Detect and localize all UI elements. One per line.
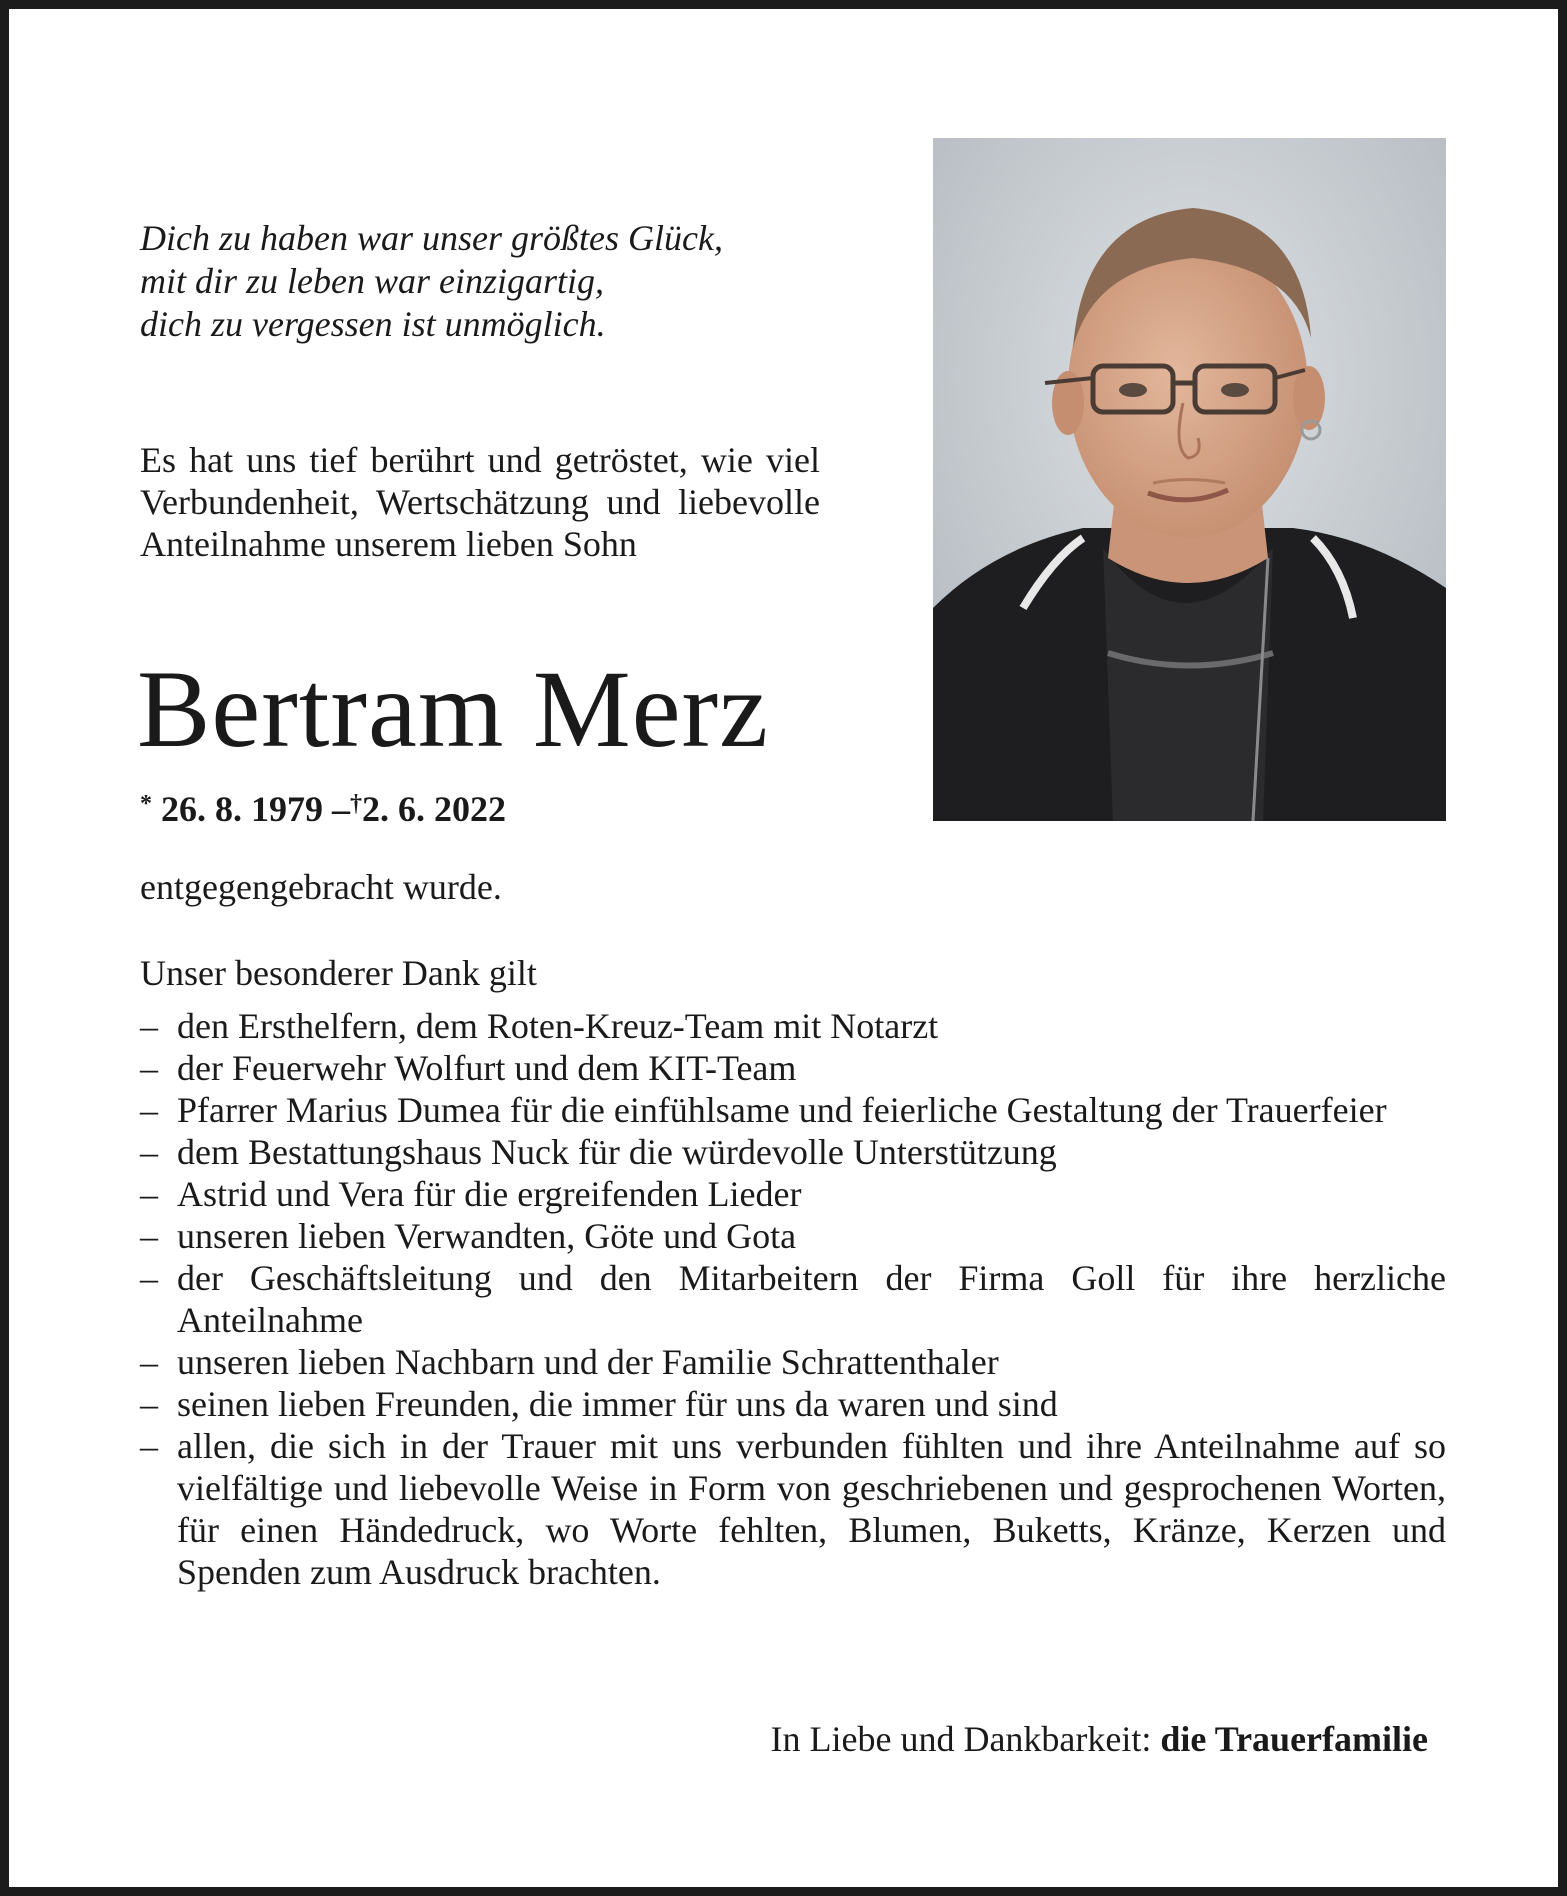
list-item-text: seinen lieben Freunden, die immer für uns da waren und sind [177, 1384, 1058, 1424]
list-item [140, 1047, 1446, 1089]
list-item [140, 1131, 1446, 1173]
intro-continuation: entgegengebracht wurde. [140, 867, 502, 907]
intro-paragraph: Es hat uns tief berührt und getröstet, wie viel Verbundenheit, Wertschätzung und liebevolle Anteilnahme unserem lieben Sohn [140, 440, 820, 564]
list-item-text: Pfarrer Marius Dumea für die einfühlsame und feierliche Gestaltung der Trauerfeier [177, 1090, 1387, 1130]
list-item-text: unseren lieben Nachbarn und der Familie Schrattenthaler [177, 1342, 999, 1382]
birth-symbol: * [140, 791, 152, 817]
list-dash: – [140, 1006, 158, 1046]
life-dates [140, 782, 506, 831]
portrait-illustration [933, 138, 1446, 821]
list-item [140, 1257, 1446, 1341]
thanks-list [140, 1005, 1446, 1593]
signoff-prefix: In Liebe und Dankbarkeit: [770, 1719, 1152, 1759]
list-dash: – [140, 1426, 158, 1466]
list-item-text: Astrid und Vera für die ergreifenden Lieder [177, 1174, 802, 1214]
list-item-text: der Geschäftsleitung und den Mitarbeitern der Firma Goll für ihre herzliche Anteilnahme [177, 1258, 1446, 1340]
list-item-text: den Ersthelfern, dem Roten-Kreuz-Team mit Notarzt [177, 1006, 939, 1046]
date-separator: – [332, 789, 350, 829]
deceased-name: Bertram Merz [137, 648, 769, 770]
list-item-text: der Feuerwehr Wolfurt und dem KIT-Team [177, 1048, 797, 1088]
list-item [140, 1173, 1446, 1215]
list-item-text: allen, die sich in der Trauer mit uns verbunden fühlten und ihre Anteilnahme auf so vielfältige und liebevolle Weise in Form von geschriebenen und gesprochenen Worten, für einen Händedruck, wo Worte fehlten, Blumen, Buketts, Kränze, Kerzen und Spenden zum Ausdruck brachten. [177, 1426, 1446, 1592]
list-item [140, 1383, 1446, 1425]
quote-line: mit dir zu leben war einzigartig, [140, 261, 605, 301]
memorial-quote [140, 217, 860, 346]
list-dash: – [140, 1342, 158, 1382]
quote-line: Dich zu haben war unser größtes Glück, [140, 218, 723, 258]
signoff-family: die Trauerfamilie [1160, 1719, 1428, 1759]
birth-date: 26. 8. 1979 [161, 789, 323, 829]
list-dash: – [140, 1216, 158, 1256]
list-item [140, 1089, 1446, 1131]
list-dash: – [140, 1384, 158, 1424]
portrait-photo [933, 138, 1446, 821]
list-dash: – [140, 1048, 158, 1088]
list-item [140, 1005, 1446, 1047]
list-dash: – [140, 1132, 158, 1172]
list-item [140, 1425, 1446, 1593]
list-item [140, 1215, 1446, 1257]
death-symbol: † [350, 791, 362, 817]
list-dash: – [140, 1174, 158, 1214]
signoff [771, 1717, 1428, 1761]
list-item-text: unseren lieben Verwandten, Göte und Gota [177, 1216, 797, 1256]
list-item-text: dem Bestattungshaus Nuck für die würdevolle Unterstützung [177, 1132, 1057, 1172]
death-date: 2. 6. 2022 [362, 789, 506, 829]
thanks-heading: Unser besonderer Dank gilt [140, 953, 537, 993]
list-item [140, 1341, 1446, 1383]
list-dash: – [140, 1090, 158, 1130]
list-dash: – [140, 1258, 158, 1298]
quote-line: dich zu vergessen ist unmöglich. [140, 304, 606, 344]
